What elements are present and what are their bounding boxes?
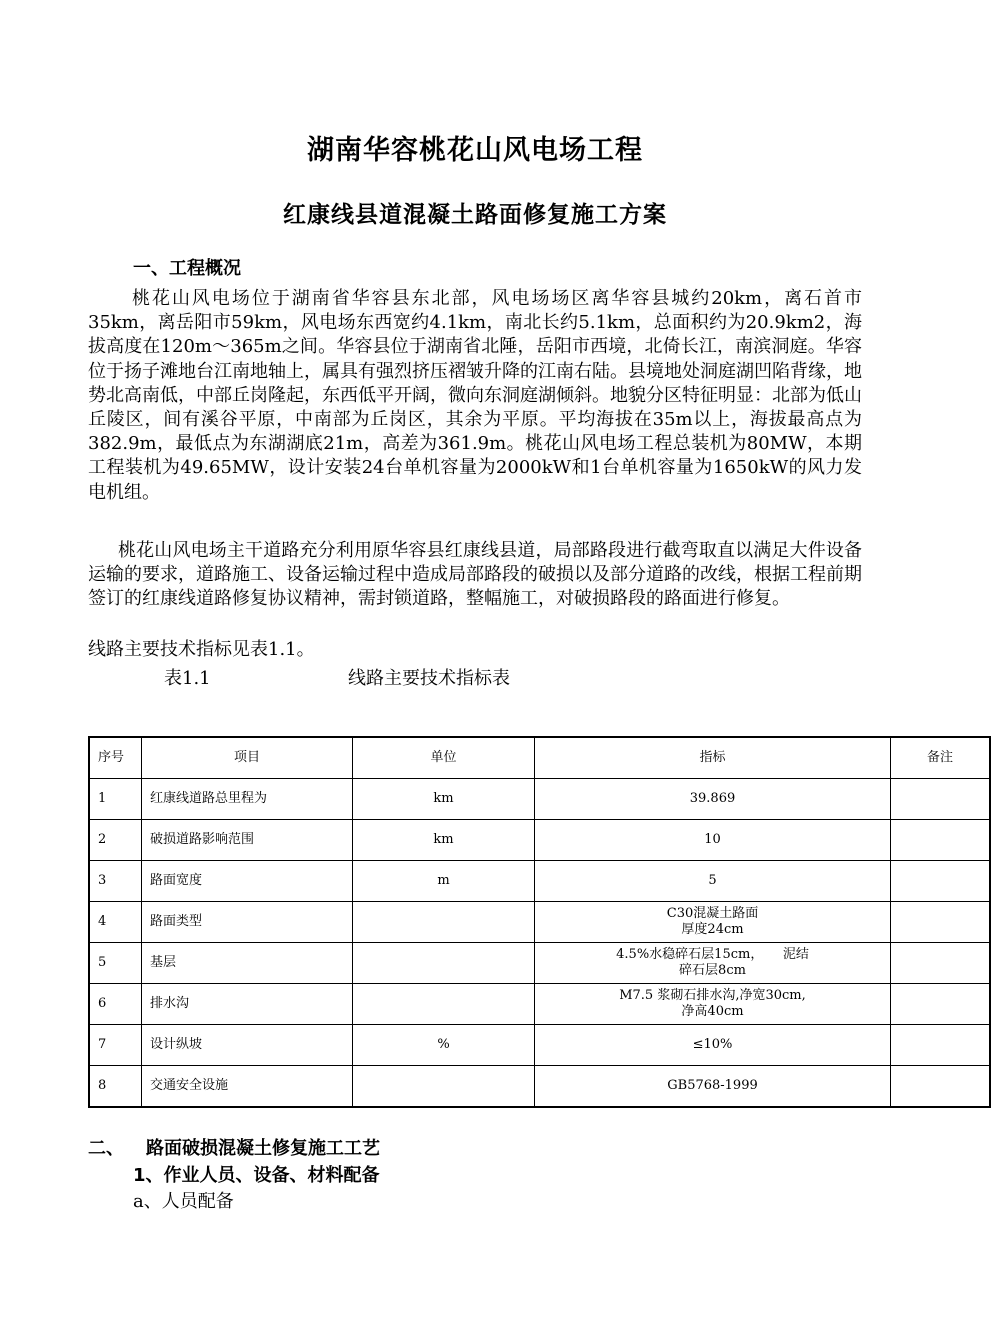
row-note bbox=[891, 902, 991, 943]
row-no: 7 bbox=[89, 1025, 142, 1066]
table-row bbox=[89, 861, 990, 902]
row-value bbox=[535, 902, 891, 943]
row-value-line: 4.5%水稳碎石层15cm， 泥结 bbox=[616, 947, 809, 962]
table-row bbox=[89, 943, 990, 984]
row-item: 路面类型 bbox=[142, 902, 353, 943]
section-number: 二、 bbox=[88, 1138, 124, 1159]
overview-paragraph-1: 桃花山风电场位于湖南省华容县东北部，风电场场区离华容县城约20km，离石首市35km，离岳阳市59km，风电场东西宽约4.1km，南北长约5.1km，总面积约为20.9km2，海拔高度在120m～365m之间。华容县位于湖南省北陲，岳阳市西境，北倚长江，南滨洞庭。华容位于扬子滩地台江南地轴上，属具有强烈挤压褶皱升降的江南右陆。县境地处洞庭湖凹陷背缘，地势北高南低，中部丘岗隆起，东西低平开阔，微向东洞庭湖倾斜。地貌分区特征明显：北部为低山丘陵区，间有溪谷平原，中南部为丘岗区，其余为平原。平均海拔在35m以上，海拔最高点为382.9m，最低点为东湖湖底21m，高差为361.9m。桃花山风电场工程总装机为80MW，本期工程装机为49.65MW，设计安装24台单机容量为2000kW和1台单机容量为1650kW的风力发电机组。 bbox=[88, 288, 862, 503]
row-no: 2 bbox=[89, 820, 142, 861]
row-item: 交通安全设施 bbox=[142, 1066, 353, 1108]
row-unit bbox=[353, 902, 535, 943]
row-no: 6 bbox=[89, 984, 142, 1025]
row-note bbox=[891, 1066, 991, 1108]
document-title: 湖南华容桃花山风电场工程 bbox=[307, 135, 643, 166]
row-unit: km bbox=[353, 820, 535, 861]
row-note bbox=[891, 820, 991, 861]
header-unit: 单位 bbox=[353, 737, 535, 779]
row-value-line: 碎石层8cm bbox=[679, 963, 746, 978]
section-heading-overview: 一、工程概况 bbox=[133, 258, 241, 279]
row-no: 8 bbox=[89, 1066, 142, 1108]
subsection-item: a、人员配备 bbox=[133, 1191, 234, 1212]
row-value bbox=[535, 1025, 891, 1066]
row-item: 破损道路影响范围 bbox=[142, 820, 353, 861]
header-note: 备注 bbox=[891, 737, 991, 779]
row-no: 1 bbox=[89, 779, 142, 820]
row-unit bbox=[353, 984, 535, 1025]
overview-paragraph-3: 线路主要技术指标见表1.1。 bbox=[88, 639, 315, 660]
header-no: 序号 bbox=[89, 737, 142, 779]
row-unit bbox=[353, 1066, 535, 1108]
document-subtitle: 红康线县道混凝土路面修复施工方案 bbox=[283, 202, 667, 228]
row-note bbox=[891, 1025, 991, 1066]
overview-paragraph-2: 桃花山风电场主干道路充分利用原华容县红康线县道，局部路段进行截弯取直以满足大件设备运输的要求，道路施工、设备运输过程中造成局部路段的破损以及部分道路的改线，根据工程前期签订的红康线道路修复协议精神，需封锁道路，整幅施工，对破损路段的路面进行修复。 bbox=[88, 540, 862, 610]
section-heading-text: 路面破损混凝土修复施工工艺 bbox=[146, 1138, 380, 1159]
table-caption: 线路主要技术指标表 bbox=[348, 668, 510, 689]
row-unit: m bbox=[353, 861, 535, 902]
row-value bbox=[535, 984, 891, 1025]
row-value-line: ≤10% bbox=[692, 1037, 733, 1052]
row-note bbox=[891, 984, 991, 1025]
row-value-line: C30混凝土路面 bbox=[666, 906, 759, 921]
row-value bbox=[535, 820, 891, 861]
row-value-line: GB5768-1999 bbox=[667, 1078, 758, 1093]
technical-indicator-table bbox=[88, 736, 991, 1108]
row-value-line: 39.869 bbox=[689, 791, 736, 806]
row-value-line: 净高40cm bbox=[681, 1004, 744, 1019]
header-value: 指标 bbox=[535, 737, 891, 779]
table-row bbox=[89, 820, 990, 861]
table-row bbox=[89, 1025, 990, 1066]
row-item: 红康线道路总里程为 bbox=[142, 779, 353, 820]
row-value-line: 10 bbox=[704, 832, 721, 847]
row-item: 设计纵坡 bbox=[142, 1025, 353, 1066]
row-note bbox=[891, 861, 991, 902]
row-note bbox=[891, 943, 991, 984]
row-item: 路面宽度 bbox=[142, 861, 353, 902]
row-unit: km bbox=[353, 779, 535, 820]
row-item: 排水沟 bbox=[142, 984, 353, 1025]
row-value-line: M7.5 浆砌石排水沟,净宽30cm, bbox=[619, 988, 806, 1003]
row-value bbox=[535, 861, 891, 902]
row-no: 4 bbox=[89, 902, 142, 943]
row-unit bbox=[353, 943, 535, 984]
header-item: 项目 bbox=[142, 737, 353, 779]
row-note bbox=[891, 779, 991, 820]
row-value-line: 厚度24cm bbox=[681, 922, 744, 937]
row-value-line: 5 bbox=[708, 873, 717, 888]
row-value bbox=[535, 1066, 891, 1108]
subsection-heading: 1、作业人员、设备、材料配备 bbox=[133, 1165, 380, 1186]
row-value bbox=[535, 779, 891, 820]
row-no: 5 bbox=[89, 943, 142, 984]
table-row bbox=[89, 902, 990, 943]
row-item: 基层 bbox=[142, 943, 353, 984]
section-heading-repair bbox=[88, 1134, 380, 1160]
row-no: 3 bbox=[89, 861, 142, 902]
row-unit: % bbox=[353, 1025, 535, 1066]
row-value bbox=[535, 943, 891, 984]
table-header-row bbox=[89, 737, 990, 779]
table-label: 表1.1 bbox=[164, 668, 211, 689]
table-row bbox=[89, 1066, 990, 1108]
table-row bbox=[89, 779, 990, 820]
table-row bbox=[89, 984, 990, 1025]
